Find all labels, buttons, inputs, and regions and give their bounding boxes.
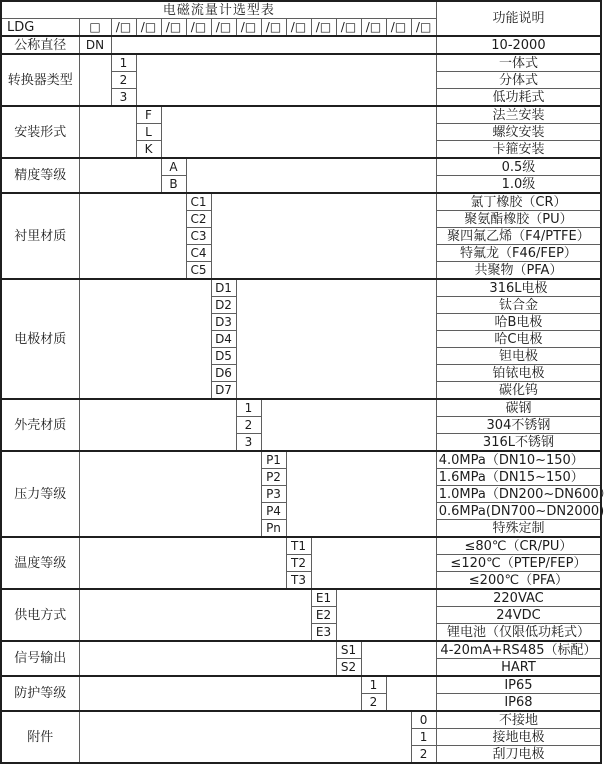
option-desc-cell: 10-2000 (436, 36, 601, 54)
gap-cell (79, 711, 411, 763)
gap-cell (79, 537, 286, 589)
option-desc-cell: 哈C电极 (436, 331, 601, 348)
option-code-cell: D1 (211, 279, 236, 297)
section-label: 外壳材质 (1, 399, 79, 451)
gap-cell (111, 36, 436, 54)
option-code-cell: D7 (211, 382, 236, 400)
model-code-slot: /□ (386, 19, 411, 37)
model-code-slot: /□ (411, 19, 436, 37)
option-desc-cell: ≤80℃（CR/PU） (436, 537, 601, 555)
option-code-cell: 2 (361, 694, 386, 712)
model-code-slot: /□ (161, 19, 186, 37)
model-code-slot: /□ (286, 19, 311, 37)
option-code-cell: T1 (286, 537, 311, 555)
option-code-cell: C1 (186, 193, 211, 211)
option-desc-cell: 4.0MPa（DN10~150） (436, 451, 601, 469)
option-code-cell: 2 (111, 72, 136, 89)
option-code-cell: 3 (236, 434, 261, 452)
section-label: 附件 (1, 711, 79, 763)
option-desc-cell: 法兰安装 (436, 106, 601, 124)
option-code-cell: D6 (211, 365, 236, 382)
option-code-cell: Pn (261, 520, 286, 538)
gap-cell (386, 676, 436, 711)
option-desc-cell: 聚四氟乙烯（F4/PTFE） (436, 228, 601, 245)
model-code-slot: /□ (261, 19, 286, 37)
option-desc-cell: 0.6MPa(DN700~DN2000) (436, 503, 601, 520)
option-desc-cell: HART (436, 659, 601, 677)
option-desc-cell: 碳化钨 (436, 382, 601, 400)
option-desc-cell: 钽电极 (436, 348, 601, 365)
section-label: 防护等级 (1, 676, 79, 711)
gap-cell (79, 641, 336, 676)
option-code-cell: C5 (186, 262, 211, 280)
section-label: 供电方式 (1, 589, 79, 641)
option-desc-cell: 316L不锈钢 (436, 434, 601, 452)
gap-cell (311, 537, 436, 589)
gap-cell (136, 54, 436, 106)
option-desc-cell: 刮刀电极 (436, 746, 601, 764)
option-desc-cell: 316L电极 (436, 279, 601, 297)
function-description-header: 功能说明 (436, 1, 601, 36)
gap-cell (79, 676, 361, 711)
option-desc-cell: 一体式 (436, 54, 601, 72)
option-code-cell: D3 (211, 314, 236, 331)
gap-cell (79, 158, 161, 193)
option-desc-cell: IP65 (436, 676, 601, 694)
option-desc-cell: 分体式 (436, 72, 601, 89)
model-code-prefix: LDG (1, 19, 79, 37)
gap-cell (79, 399, 236, 451)
option-code-cell: F (136, 106, 161, 124)
gap-cell (79, 54, 111, 106)
option-code-cell: DN (79, 36, 111, 54)
option-desc-cell: 不接地 (436, 711, 601, 729)
option-desc-cell: 1.6MPa（DN15~150） (436, 469, 601, 486)
option-code-cell: T3 (286, 572, 311, 590)
option-code-cell: P4 (261, 503, 286, 520)
option-desc-cell: 0.5级 (436, 158, 601, 176)
gap-cell (79, 589, 311, 641)
option-desc-cell: IP68 (436, 694, 601, 712)
option-code-cell: D4 (211, 331, 236, 348)
gap-cell (161, 106, 436, 158)
section-label: 温度等级 (1, 537, 79, 589)
option-desc-cell: ≤200℃（PFA） (436, 572, 601, 590)
option-desc-cell: 特殊定制 (436, 520, 601, 538)
model-code-slot: /□ (236, 19, 261, 37)
model-code-box: □ (79, 19, 111, 37)
option-code-cell: 1 (111, 54, 136, 72)
option-code-cell: E2 (311, 607, 336, 624)
option-code-cell: A (161, 158, 186, 176)
option-desc-cell: 铂铱电极 (436, 365, 601, 382)
gap-cell (261, 399, 436, 451)
option-desc-cell: 1.0MPa（DN200~DN600） (436, 486, 601, 503)
option-desc-cell: 螺纹安装 (436, 124, 601, 141)
option-code-cell: 1 (361, 676, 386, 694)
gap-cell (79, 193, 186, 279)
option-code-cell: L (136, 124, 161, 141)
option-desc-cell: 哈B电极 (436, 314, 601, 331)
option-code-cell: 1 (236, 399, 261, 417)
option-code-cell: E1 (311, 589, 336, 607)
option-code-cell: 0 (411, 711, 436, 729)
option-desc-cell: 4-20mA+RS485（标配） (436, 641, 601, 659)
gap-cell (236, 279, 436, 399)
gap-cell (79, 106, 136, 158)
section-label: 精度等级 (1, 158, 79, 193)
section-label: 公称直径 (1, 36, 79, 54)
option-code-cell: P2 (261, 469, 286, 486)
section-label: 电极材质 (1, 279, 79, 399)
model-code-slot: /□ (361, 19, 386, 37)
section-label: 信号输出 (1, 641, 79, 676)
option-code-cell: C3 (186, 228, 211, 245)
option-code-cell: S2 (336, 659, 361, 677)
option-desc-cell: 220VAC (436, 589, 601, 607)
option-desc-cell: 共聚物（PFA） (436, 262, 601, 280)
model-code-slot: /□ (136, 19, 161, 37)
model-code-slot: /□ (111, 19, 136, 37)
gap-cell (361, 641, 436, 676)
option-code-cell: S1 (336, 641, 361, 659)
option-code-cell: 2 (236, 417, 261, 434)
model-code-slot: /□ (211, 19, 236, 37)
option-desc-cell: 氯丁橡胶（CR） (436, 193, 601, 211)
section-label: 安装形式 (1, 106, 79, 158)
gap-cell (79, 279, 211, 399)
option-desc-cell: 1.0级 (436, 176, 601, 194)
option-code-cell: D2 (211, 297, 236, 314)
section-label: 衬里材质 (1, 193, 79, 279)
option-desc-cell: 钛合金 (436, 297, 601, 314)
option-code-cell: 2 (411, 746, 436, 764)
gap-cell (336, 589, 436, 641)
section-label: 转换器类型 (1, 54, 79, 106)
option-code-cell: 1 (411, 729, 436, 746)
option-code-cell: P1 (261, 451, 286, 469)
option-desc-cell: 低功耗式 (436, 89, 601, 107)
section-label: 压力等级 (1, 451, 79, 537)
option-desc-cell: 聚氨酯橡胶（PU） (436, 211, 601, 228)
option-desc-cell: 304不锈钢 (436, 417, 601, 434)
model-code-slot: /□ (311, 19, 336, 37)
option-code-cell: K (136, 141, 161, 159)
gap-cell (211, 193, 436, 279)
option-desc-cell: 24VDC (436, 607, 601, 624)
option-code-cell: T2 (286, 555, 311, 572)
option-code-cell: C2 (186, 211, 211, 228)
option-desc-cell: 卡箍安装 (436, 141, 601, 159)
option-desc-cell: 锂电池（仅限低功耗式） (436, 624, 601, 642)
gap-cell (286, 451, 436, 537)
model-code-slot: /□ (186, 19, 211, 37)
option-code-cell: 3 (111, 89, 136, 107)
option-code-cell: E3 (311, 624, 336, 642)
model-code-slot: /□ (336, 19, 361, 37)
option-desc-cell: 特氟龙（F46/FEP） (436, 245, 601, 262)
option-desc-cell: 接地电极 (436, 729, 601, 746)
gap-cell (186, 158, 436, 193)
option-code-cell: P3 (261, 486, 286, 503)
gap-cell (79, 451, 261, 537)
option-desc-cell: ≤120℃（PTEP/FEP） (436, 555, 601, 572)
option-desc-cell: 碳钢 (436, 399, 601, 417)
option-code-cell: D5 (211, 348, 236, 365)
option-code-cell: B (161, 176, 186, 194)
table-title: 电磁流量计选型表 (1, 1, 436, 19)
option-code-cell: C4 (186, 245, 211, 262)
